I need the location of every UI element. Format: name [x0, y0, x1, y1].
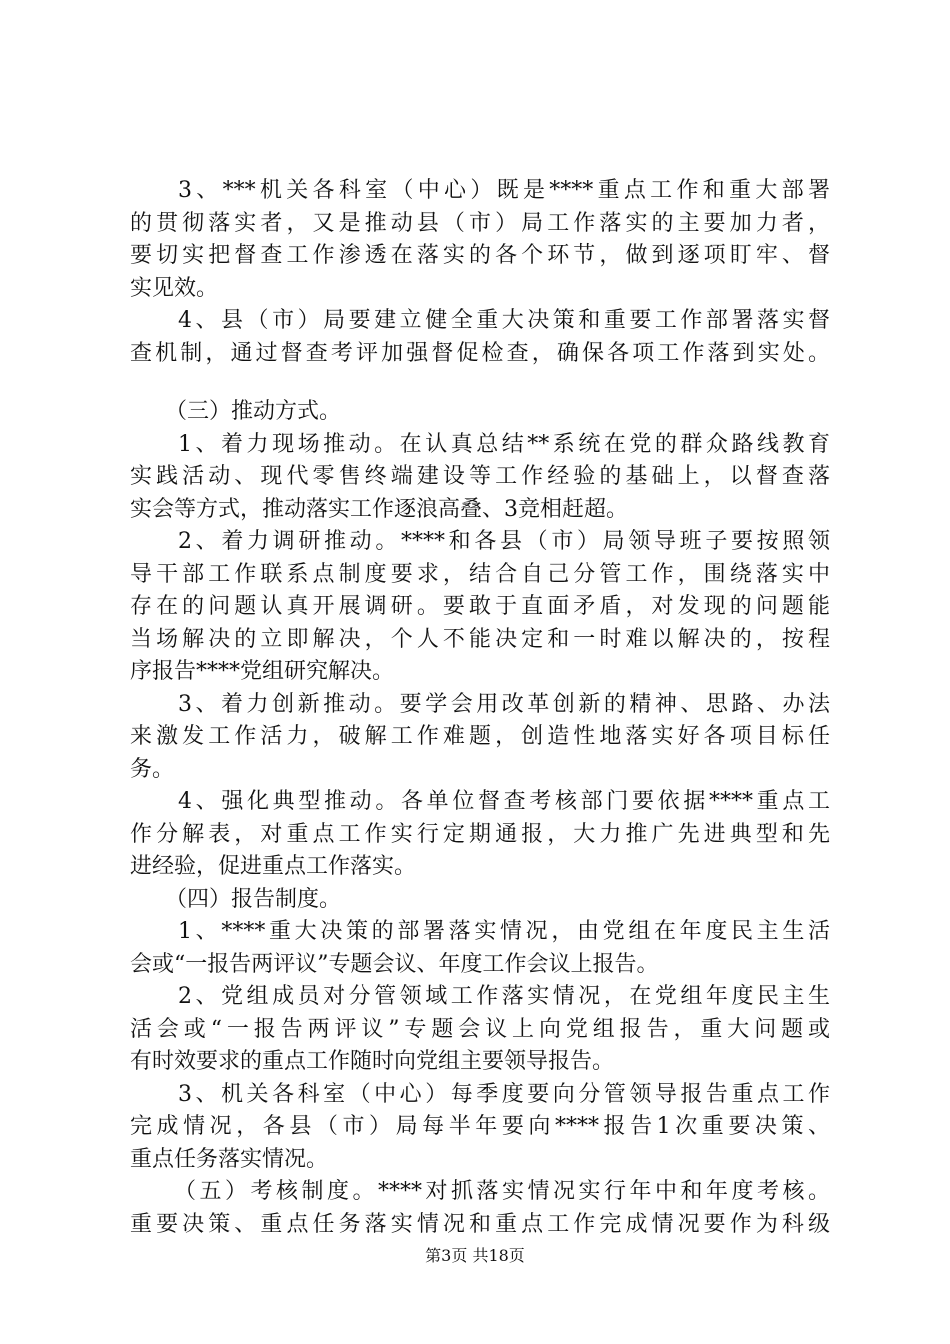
- paragraph-line: 实践活动、现代零售终端建设等工作经验的基础上，以督查落: [130, 464, 830, 489]
- paragraph-line: 3、***机关各科室（中心）既是****重点工作和重大部署: [178, 178, 830, 203]
- paragraph-line: 2、着力调研推动。****和各县（市）局领导班子要按照领: [178, 529, 830, 554]
- paragraph-line: 实会等方式，推动落实工作逐浪高叠、3竞相赶超。: [130, 496, 628, 522]
- document-body: [130, 175, 830, 1241]
- paragraph-line: 4、县（市）局要建立健全重大决策和重要工作部署落实督: [178, 308, 830, 333]
- paragraph-line: 要切实把督查工作渗透在落实的各个环节，做到逐项盯牢、督: [130, 243, 830, 268]
- paragraph-line: 会或“一报告两评议”专题会议、年度工作会议上报告。: [130, 951, 659, 977]
- section-heading: （五）考核制度。****对抓落实情况实行年中和年度考核。: [174, 1179, 830, 1204]
- page-number-footer: 第3页 共18页: [425, 1246, 525, 1265]
- paragraph-line: 3、机关各科室（中心）每季度要向分管领导报告重点工作: [178, 1081, 830, 1107]
- paragraph-line: 有时效要求的重点工作随时向党组主要领导报告。: [130, 1049, 615, 1074]
- paragraph-line: 查机制，通过督查考评加强督促检查，确保各项工作落到实处。: [130, 340, 830, 366]
- paragraph-gap: [130, 370, 830, 396]
- paragraph-line: 重点任务落实情况。: [130, 1146, 329, 1172]
- paragraph-line: 存在的问题认真开展调研。要敢于直面矛盾，对发现的问题能: [130, 594, 830, 619]
- paragraph-line: 实见效。: [130, 275, 219, 301]
- section-heading: （四）报告制度。: [165, 886, 342, 912]
- paragraph-line: 3、着力创新推动。要学会用改革创新的精神、思路、办法: [178, 691, 830, 717]
- paragraph-line: 当场解决的立即解决，个人不能决定和一时难以解决的，按程: [130, 626, 830, 652]
- paragraph-line: 来激发工作活力，破解工作难题，创造性地落实好各项目标任: [130, 724, 830, 749]
- paragraph-line: 务。: [130, 756, 175, 782]
- paragraph-line: 1、****重大决策的部署落实情况，由党组在年度民主生活: [178, 919, 830, 944]
- paragraph-line: 完成情况，各县（市）局每半年要向****报告1次重要决策、: [130, 1114, 830, 1139]
- paragraph-line: 的贯彻落实者，又是推动县（市）局工作落实的主要加力者，: [130, 210, 830, 236]
- section-heading: （三）推动方式。: [165, 399, 342, 424]
- paragraph-line: 活会或“一报告两评议”专题会议上向党组报告，重大问题或: [130, 1016, 830, 1042]
- paragraph-line: 作分解表，对重点工作实行定期通报，大力推广先进典型和先: [130, 821, 830, 847]
- paragraph-line: 重要决策、重点任务落实情况和重点工作完成情况要作为科级: [130, 1211, 830, 1237]
- paragraph-line: 1、着力现场推动。在认真总结**系统在党的群众路线教育: [178, 431, 830, 457]
- paragraph-line: 2、党组成员对分管领域工作落实情况，在党组年度民主生: [178, 984, 830, 1009]
- paragraph-line: 序报告****党组研究解决。: [130, 659, 395, 684]
- paragraph-line: 导干部工作联系点制度要求，结合自己分管工作，围绕落实中: [130, 561, 830, 587]
- paragraph-line: 进经验，促进重点工作落实。: [130, 854, 417, 879]
- paragraph-line: 4、强化典型推动。各单位督查考核部门要依据****重点工: [178, 789, 830, 814]
